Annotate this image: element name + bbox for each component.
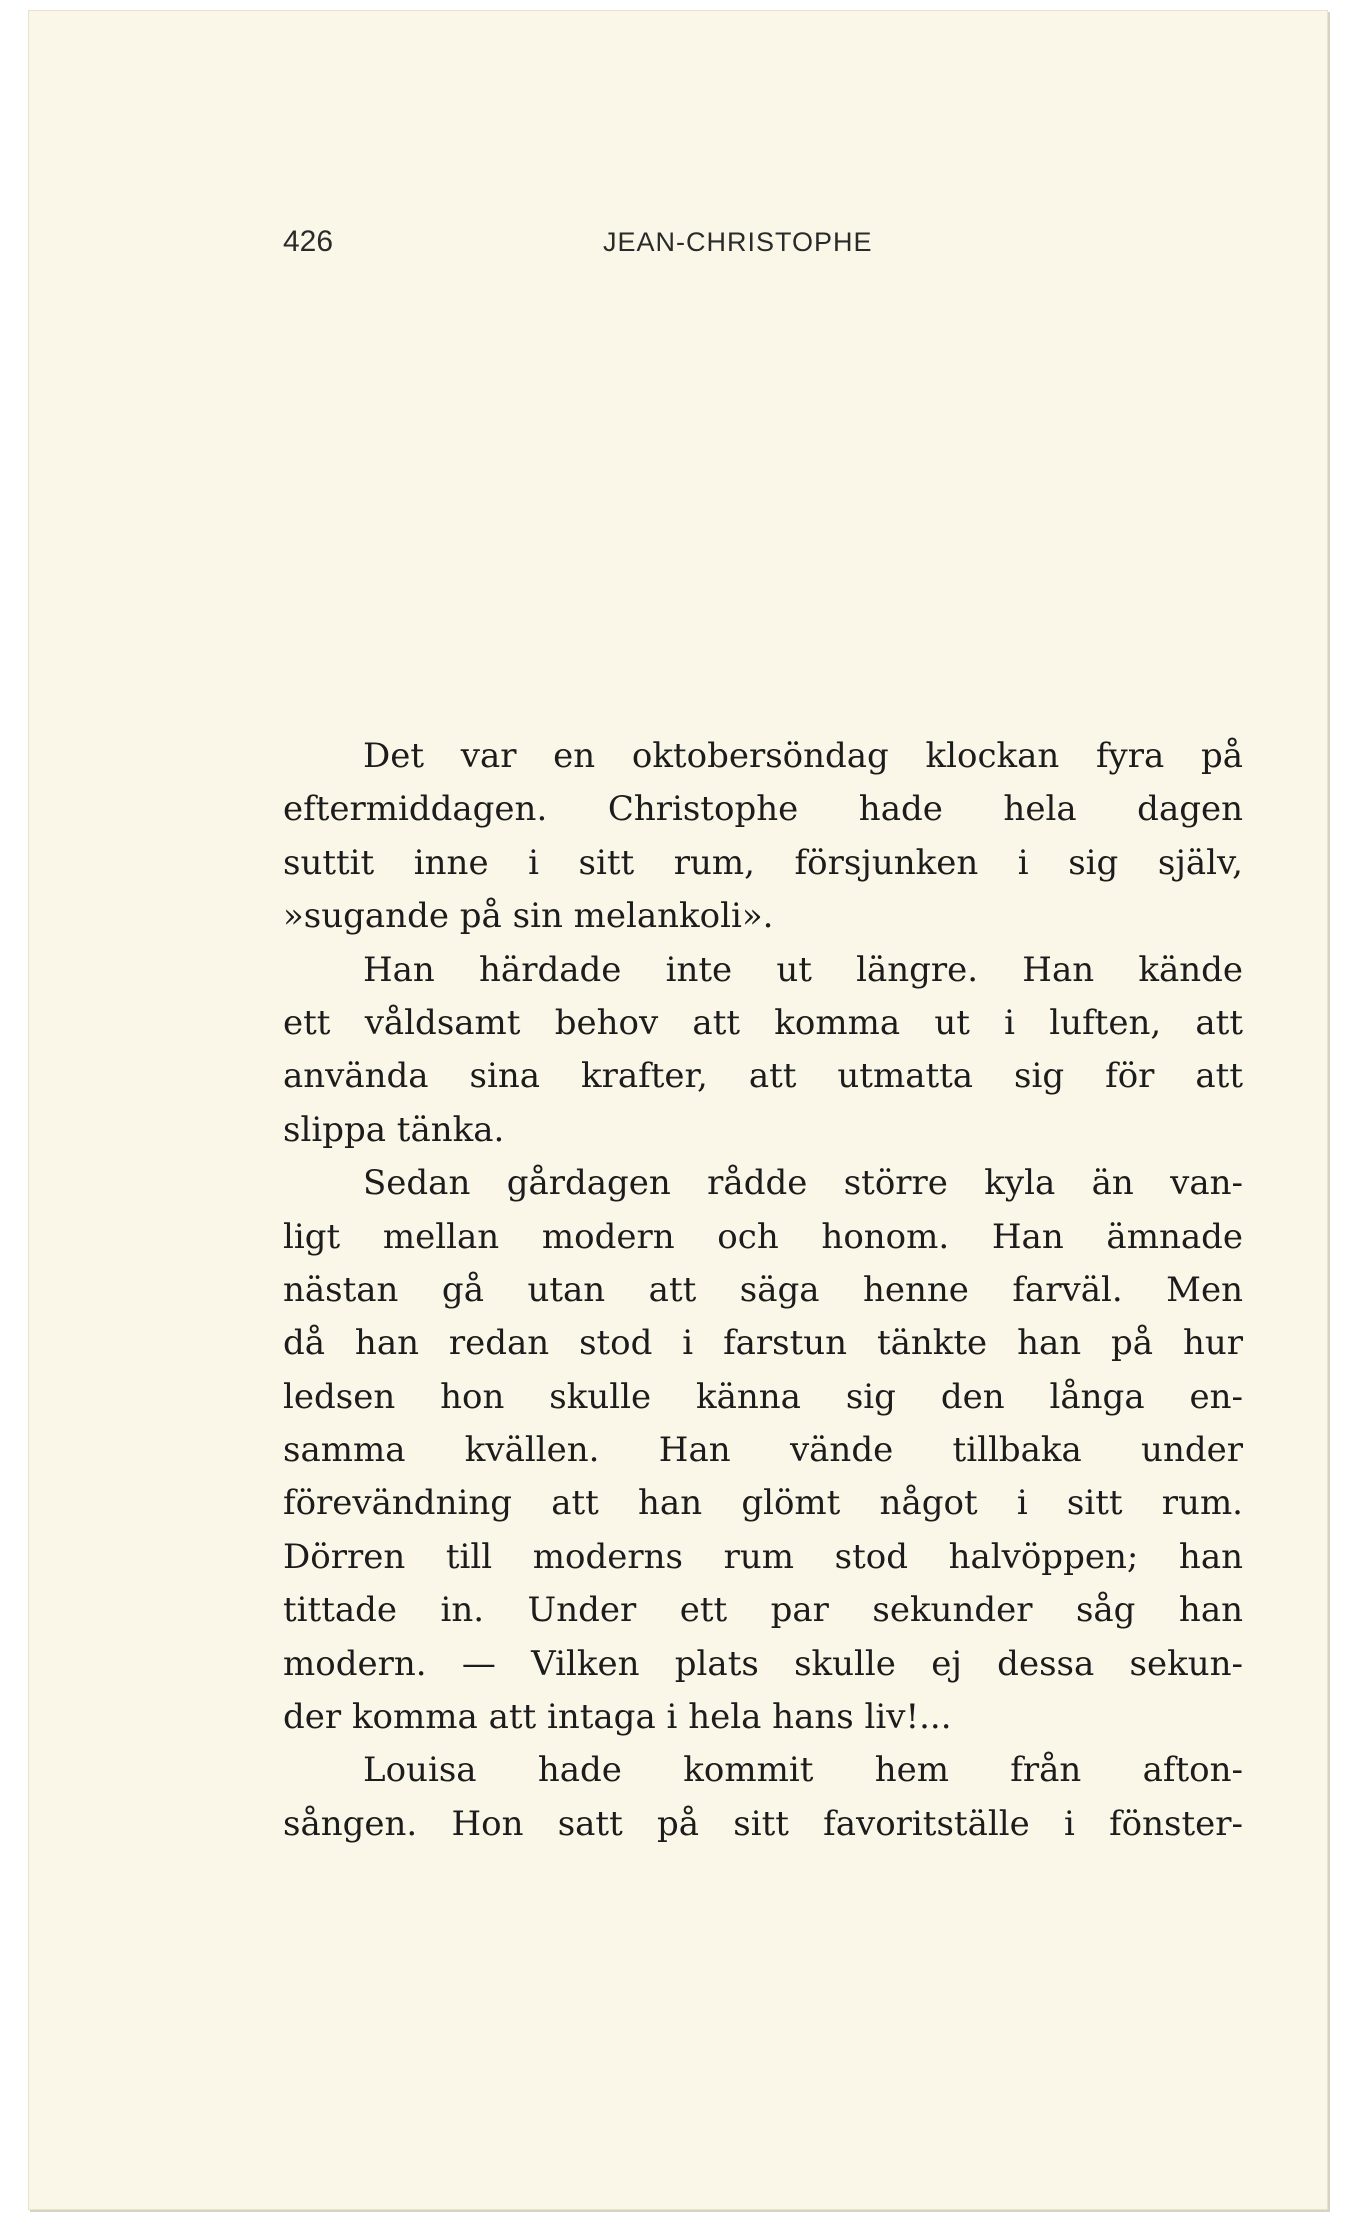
text-line: ledsen hon skulle känna sig den långa en-: [283, 1376, 1243, 1417]
text-line: Sedan gårdagen rådde större kyla än van-: [363, 1163, 1243, 1204]
text-line: nästan gå utan att säga henne farväl. Men: [283, 1269, 1243, 1310]
text-line: då han redan stod i farstun tänkte han på hur: [283, 1323, 1243, 1364]
text-line: Louisa hade kommit hem från afton-: [363, 1750, 1243, 1791]
text-line: slippa tänka.: [283, 1109, 505, 1150]
text-line: suttit inne i sitt rum, försjunken i sig själv,: [283, 842, 1243, 883]
text-line: förevändning att han glömt något i sitt rum.: [283, 1483, 1243, 1524]
running-head: [283, 225, 1143, 265]
book-page: [28, 10, 1328, 2210]
text-line: använda sina krafter, att utmatta sig för att: [283, 1056, 1243, 1097]
text-line: ligt mellan modern och honom. Han ämnade: [283, 1216, 1243, 1257]
text-line: samma kvällen. Han vände tillbaka under: [283, 1430, 1243, 1471]
body-text: [283, 730, 1243, 1851]
text-line: ett våldsamt behov att komma ut i luften, att: [283, 1002, 1243, 1043]
book-title: JEAN-CHRISTOPHE: [603, 227, 873, 257]
text-line: eftermiddagen. Christophe hade hela dagen: [283, 789, 1243, 830]
text-line: tittade in. Under ett par sekunder såg han: [283, 1590, 1243, 1631]
text-line: modern. — Vilken plats skulle ej dessa sekun-: [283, 1643, 1243, 1684]
text-line: Dörren till moderns rum stod halvöppen; han: [283, 1536, 1243, 1577]
text-line: der komma att intaga i hela hans liv!...: [283, 1697, 952, 1738]
text-line: Han härdade inte ut längre. Han kände: [363, 949, 1243, 990]
text-line: sången. Hon satt på sitt favoritställe i fönster-: [283, 1803, 1243, 1844]
text-line: Det var en oktobersöndag klockan fyra på: [363, 736, 1243, 776]
page-number: 426: [283, 225, 334, 258]
text-line: »sugande på sin melankoli».: [283, 896, 774, 937]
